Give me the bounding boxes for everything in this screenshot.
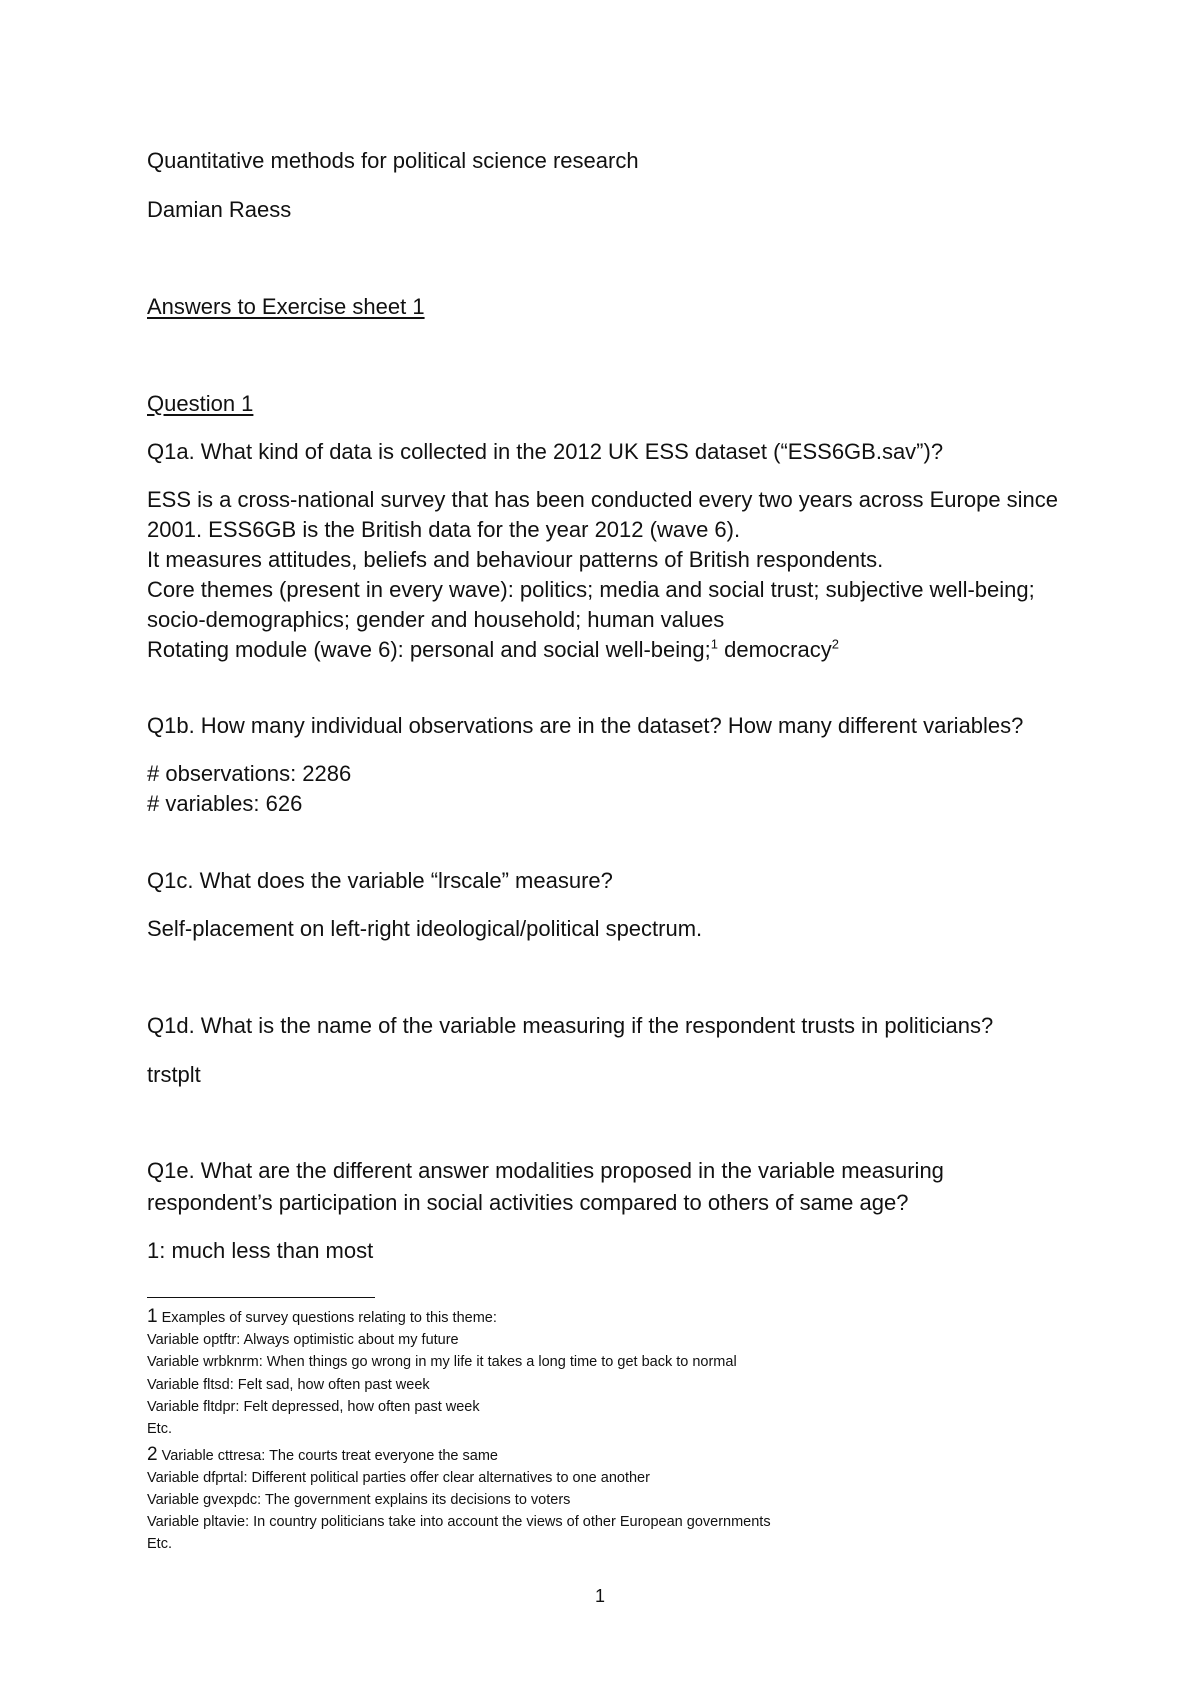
- q1a-answer-line: It measures attitudes, beliefs and behaviour patterns of British respondents.: [147, 547, 884, 572]
- q1a-answer-line: socio-demographics; gender and household; human values: [147, 607, 725, 632]
- q1b-question: Q1b. How many individual observations are in the dataset? How many different variables?: [147, 713, 1024, 738]
- footnote-1-line: Variable fltsd: Felt sad, how often past week: [147, 1377, 430, 1393]
- footnote-2-line: Etc.: [147, 1536, 172, 1552]
- page-number: 1: [594, 1586, 605, 1606]
- rotating-text: Rotating module (wave 6): personal and social well-being;: [147, 637, 711, 662]
- footnote-2-line: [147, 1444, 498, 1468]
- rotating-text-democracy: democracy: [717, 637, 832, 662]
- q1c-question: Q1c. What does the variable “lrscale” measure?: [147, 868, 613, 893]
- footnote-1-line: Etc.: [147, 1421, 172, 1437]
- footnote-1-line: Variable optftr: Always optimistic about my future: [147, 1332, 459, 1348]
- question-heading: Question 1: [147, 391, 254, 416]
- footnote-1-line: Variable wrbknrm: When things go wrong in my life it takes a long time to get back to normal: [147, 1354, 737, 1370]
- footnote-ref-1[interactable]: 1: [710, 636, 718, 652]
- footnote-ref-2[interactable]: 2: [831, 636, 839, 652]
- q1a-answer-line: Core themes (present in every wave): politics; media and social trust; subjective well-being;: [147, 577, 1035, 602]
- footnote-2-number: 2: [147, 1444, 158, 1465]
- q1a-question: Q1a. What kind of data is collected in the 2012 UK ESS dataset (“ESS6GB.sav”)?: [147, 439, 944, 464]
- q1a-answer-line: ESS is a cross-national survey that has been conducted every two years across Europe since: [147, 487, 1059, 512]
- footnote-1-line: Variable fltdpr: Felt depressed, how often past week: [147, 1399, 480, 1415]
- footnote-2-line: Variable dfprtal: Different political parties offer clear alternatives to one another: [147, 1470, 650, 1486]
- q1d-question: Q1d. What is the name of the variable measuring if the respondent trusts in politicians?: [147, 1013, 994, 1038]
- footnote-separator: [147, 1297, 375, 1298]
- q1b-answer-line: # variables: 626: [147, 791, 303, 816]
- footnote-text: Examples of survey questions relating to this theme:: [161, 1310, 497, 1326]
- q1c-answer: Self-placement on left-right ideological/political spectrum.: [147, 916, 703, 941]
- q1e-answer: 1: much less than most: [147, 1238, 374, 1263]
- footnote-2-line: Variable pltavie: In country politicians take into account the views of other European governments: [147, 1514, 771, 1530]
- q1e-question-line: Q1e. What are the different answer modalities proposed in the variable measuring: [147, 1158, 944, 1183]
- footnote-2-line: Variable gvexpdc: The government explains its decisions to voters: [147, 1492, 571, 1508]
- course-title: Quantitative methods for political science research: [147, 148, 639, 173]
- q1a-rotating-module: [147, 635, 839, 665]
- footnote-1-line: [147, 1306, 497, 1330]
- sheet-title: Answers to Exercise sheet 1: [147, 294, 425, 319]
- q1d-answer: trstplt: [147, 1062, 201, 1087]
- footnote-1-number: 1: [147, 1306, 158, 1327]
- footnote-text: Variable cttresa: The courts treat everyone the same: [161, 1448, 498, 1464]
- q1b-answer-line: # observations: 2286: [147, 761, 352, 786]
- q1a-answer-line: 2001. ESS6GB is the British data for the year 2012 (wave 6).: [147, 517, 741, 542]
- q1e-question-line: respondent’s participation in social activities compared to others of same age?: [147, 1190, 909, 1215]
- author-name: Damian Raess: [147, 197, 292, 222]
